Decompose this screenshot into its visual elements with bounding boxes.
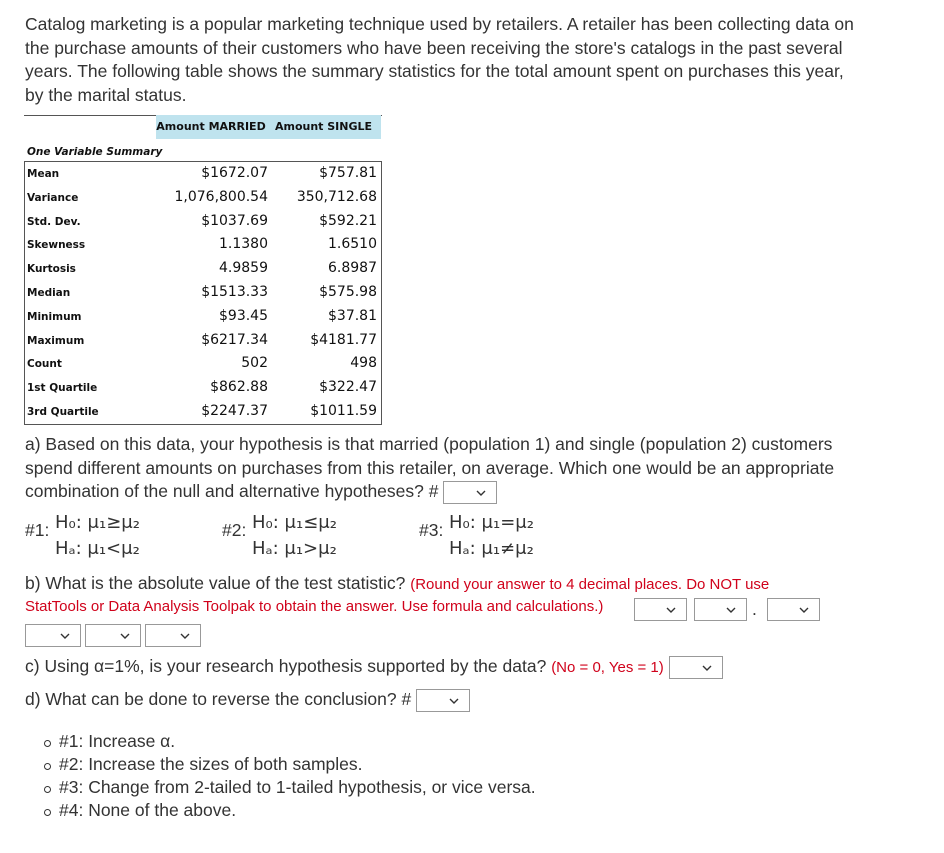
- married-value: $1037.69: [201, 212, 268, 229]
- summary-table: [24, 115, 382, 425]
- table-row: [24, 210, 382, 234]
- question-c-note: (No = 0, Yes = 1): [551, 659, 664, 676]
- reverse-select[interactable]: [416, 689, 470, 712]
- row-label: 1st Quartile: [27, 382, 98, 395]
- table-row: [24, 352, 382, 376]
- married-value: 502: [241, 355, 268, 372]
- digit-select-6[interactable]: [145, 624, 201, 647]
- chevron-down-icon: [725, 604, 737, 616]
- single-value: $322.47: [319, 379, 377, 396]
- chevron-down-icon: [179, 630, 191, 642]
- summary-label: One Variable Summary: [27, 146, 163, 158]
- table-row: [24, 305, 382, 329]
- hypothesis-2-alt: Hₐ: μ₁>μ₂: [252, 538, 337, 559]
- digit-select-4[interactable]: [25, 624, 81, 647]
- question-c: [25, 655, 723, 680]
- hypothesis-1-null: H₀: μ₁≥μ₂: [55, 512, 140, 533]
- hypothesis-3-alt: Hₐ: μ₁≠μ₂: [449, 538, 534, 559]
- row-label: Std. Dev.: [27, 215, 81, 228]
- hypothesis-3-null: H₀: μ₁=μ₂: [449, 512, 534, 533]
- list-item: #2: Increase the sizes of both samples.: [25, 753, 825, 776]
- list-item: #3: Change from 2-tailed to 1-tailed hypothesis, or vice versa.: [25, 776, 825, 799]
- single-value: $592.21: [319, 212, 377, 229]
- hypothesis-1-num: #1:: [25, 520, 50, 540]
- single-value: $757.81: [319, 165, 377, 181]
- married-value: $6217.34: [201, 331, 268, 348]
- single-value: $1011.59: [310, 403, 377, 419]
- table-row: [24, 400, 382, 424]
- chevron-down-icon: [798, 604, 810, 616]
- col-header-single: Amount SINGLE: [266, 115, 381, 139]
- married-value: 4.9859: [219, 260, 268, 277]
- row-label: Skewness: [27, 239, 86, 252]
- digit-select-2[interactable]: [694, 598, 747, 621]
- row-label: Variance: [27, 191, 79, 204]
- married-value: $1513.33: [201, 284, 268, 300]
- digit-select-5[interactable]: [85, 624, 141, 647]
- row-label: Minimum: [27, 310, 82, 323]
- table-row: [24, 233, 382, 257]
- single-value: 6.8987: [328, 260, 377, 277]
- question-b-note-1: (Round your answer to 4 decimal places. Do NOT use: [410, 576, 770, 593]
- table-row: [24, 162, 382, 186]
- problem-intro: Catalog marketing is a popular marketing technique used by retailers. A retailer has been collecting data on the purchase amounts of their customers who have been receiving the store's catalogs in the past several years. The following table shows the summary statistics for the total amount spent on purchases this year, by the marital status.: [25, 14, 854, 105]
- table-row: [24, 281, 382, 305]
- married-value: 1,076,800.54: [174, 188, 268, 205]
- chevron-down-icon: [701, 662, 713, 674]
- digit-select-1[interactable]: [634, 598, 687, 621]
- row-label: Median: [27, 287, 71, 299]
- chevron-down-icon: [665, 604, 677, 616]
- supported-select[interactable]: [669, 656, 723, 679]
- single-value: 498: [350, 355, 377, 372]
- question-d: [25, 688, 470, 712]
- reverse-options-list: [25, 730, 825, 822]
- hypothesis-2-num: #2:: [222, 520, 247, 540]
- hypothesis-2-null: H₀: μ₁≤μ₂: [252, 512, 337, 533]
- married-value: 1.1380: [219, 236, 268, 253]
- table-row: [24, 257, 382, 281]
- question-b: [25, 572, 930, 597]
- table-row: [24, 186, 382, 210]
- chevron-down-icon: [448, 695, 460, 707]
- row-label: Kurtosis: [27, 263, 76, 276]
- decimal-point: .: [752, 599, 757, 619]
- single-value: 1.6510: [328, 236, 377, 253]
- question-c-text: c) Using α=1%, is your research hypothesis supported by the data?: [25, 656, 547, 676]
- married-value: $2247.37: [201, 403, 268, 419]
- married-value: $862.88: [210, 379, 268, 396]
- chevron-down-icon: [59, 630, 71, 642]
- single-value: $4181.77: [310, 331, 377, 348]
- col-header-married: Amount MARRIED: [156, 115, 266, 139]
- single-value: $575.98: [319, 284, 377, 300]
- hypothesis-select[interactable]: [443, 481, 497, 504]
- single-value: $37.81: [328, 307, 377, 324]
- hypothesis-1-alt: Hₐ: μ₁<μ₂: [55, 538, 140, 559]
- table-row: [24, 329, 382, 353]
- table-row: [24, 376, 382, 400]
- married-value: $1672.07: [201, 165, 268, 181]
- chevron-down-icon: [475, 487, 487, 499]
- hypotheses-options: [25, 512, 625, 566]
- row-label: 3rd Quartile: [27, 406, 99, 418]
- married-value: $93.45: [219, 307, 268, 324]
- question-b-note-2: StatTools or Data Analysis Toolpak to obtain the answer. Use formula and calculations.): [25, 598, 604, 615]
- row-label: Count: [27, 358, 62, 371]
- single-value: 350,712.68: [296, 188, 377, 205]
- list-item: #1: Increase α.: [25, 730, 825, 753]
- question-a-text: a) Based on this data, your hypothesis is that married (population 1) and single (population 2) customers spend different amounts on purchases from this retailer, on average. Which one would be an appropriate combination of the null and alternative hypotheses? #: [25, 434, 835, 501]
- chevron-down-icon: [119, 630, 131, 642]
- row-label: Maximum: [27, 334, 85, 347]
- question-a: [25, 433, 855, 504]
- digit-select-3[interactable]: [767, 598, 820, 621]
- list-item: #4: None of the above.: [25, 799, 825, 822]
- row-label: Mean: [27, 168, 60, 180]
- hypothesis-3-num: #3:: [419, 520, 444, 540]
- question-b-text: b) What is the absolute value of the test statistic?: [25, 573, 406, 593]
- question-d-text: d) What can be done to reverse the conclusion? #: [25, 689, 412, 709]
